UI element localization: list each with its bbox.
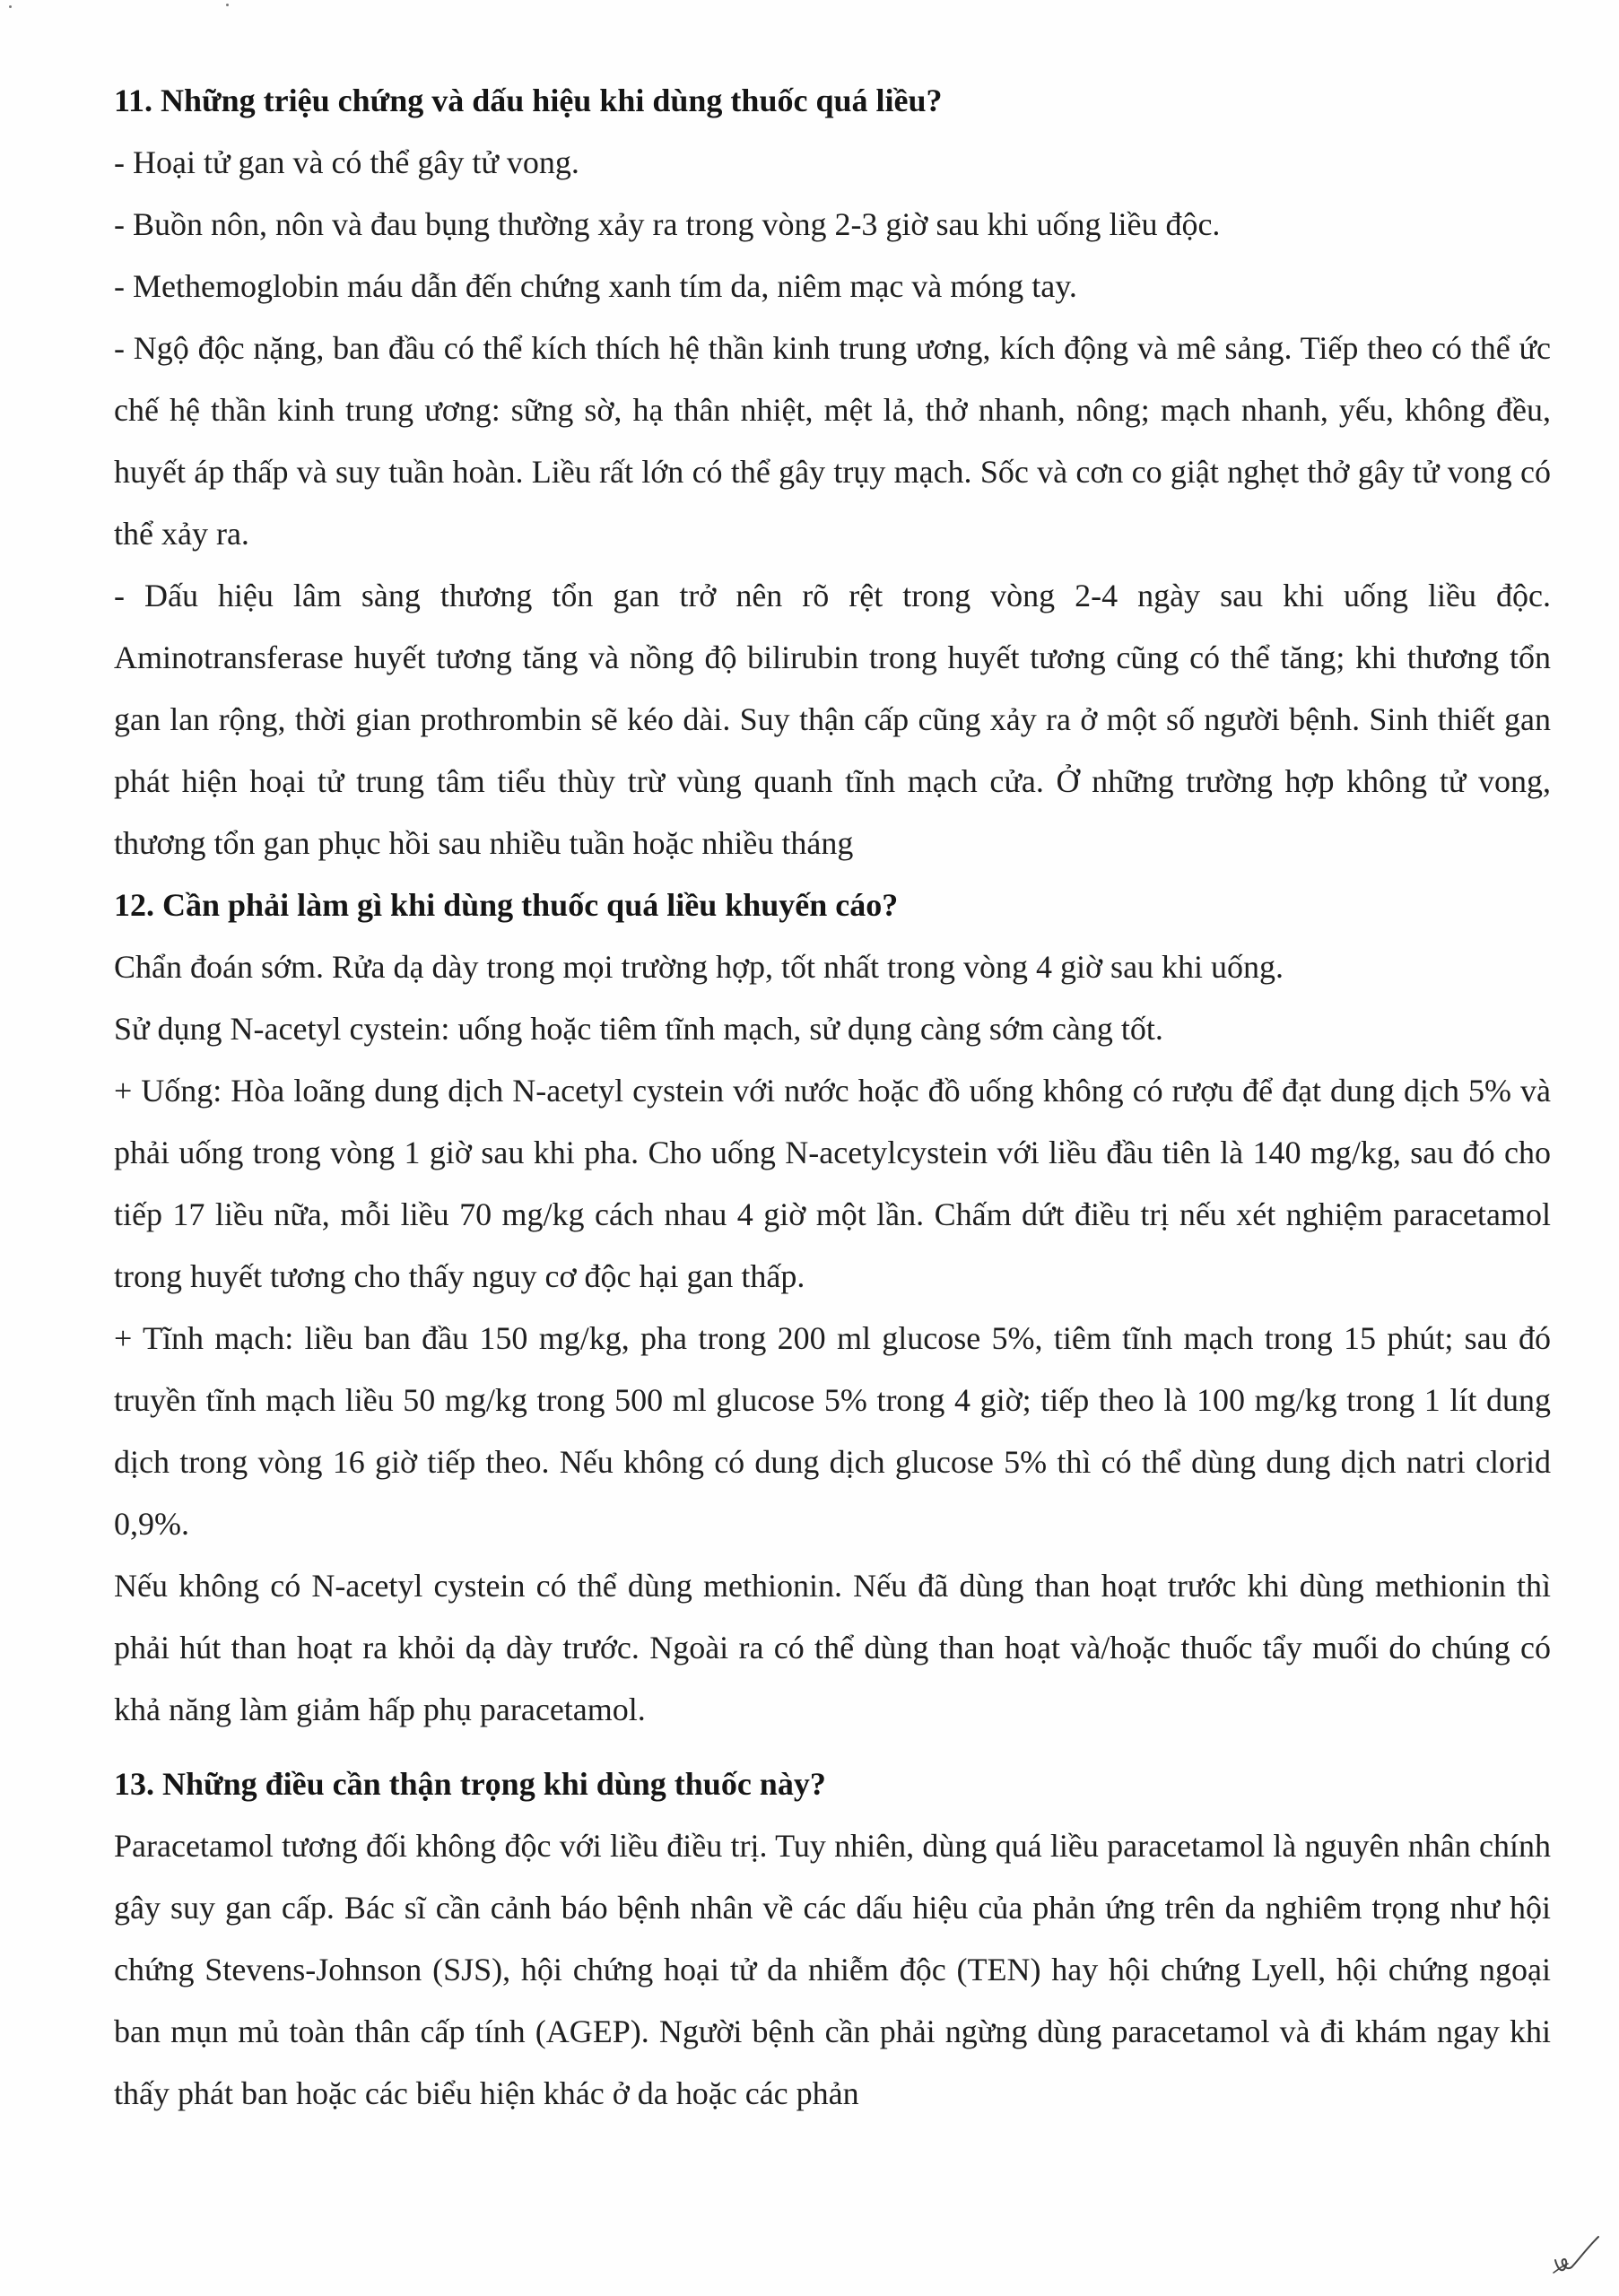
section-12-iv-item: + Tĩnh mạch: liều ban đầu 150 mg/kg, pha trong 200 ml glucose 5%, tiêm tĩnh mạch trong 15 phút; sau đó truyền tĩnh mạch liều 50 mg/kg trong 500 ml glucose 5% trong 4 giờ; tiếp theo là 100 mg/kg trong 1 lít dung dịch trong vòng 16 giờ tiếp theo. Nếu không có dung dịch glucose 5% thì có thể dùng dung dịch natri clorid 0,9%. [114, 1320, 1551, 1542]
scan-speck [226, 4, 229, 6]
section-11-item-4: - Ngộ độc nặng, ban đầu có thể kích thích hệ thần kinh trung ương, kích động và mê sảng. Tiếp theo có thể ức chế hệ thần kinh trung ương: sững sờ, hạ thân nhiệt, mệt lả, thở nhanh, nông; mạch nhanh, yếu, không đều, huyết áp thấp và suy tuần hoàn. Liều rất lớn có thể gây trụy mạch. Sốc và cơn co giật nghẹt thở gây tử vong có thể xảy ra. [114, 330, 1551, 552]
section-12-paragraph-1: Chẩn đoán sớm. Rửa dạ dày trong mọi trường hợp, tốt nhất trong vòng 4 giờ sau khi uống. [114, 949, 1284, 985]
initials-signature-mark [1550, 2233, 1604, 2278]
section-11-item-5: - Dấu hiệu lâm sàng thương tổn gan trở nên rõ rệt trong vòng 2-4 ngày sau khi uống liều độc. Aminotransferase huyết tương tăng và nồng độ bilirubin trong huyết tương cũng có thể tăng; khi thương tổn gan lan rộng, thời gian prothrombin sẽ kéo dài. Suy thận cấp cũng xảy ra ở một số người bệnh. Sinh thiết gan phát hiện hoại tử trung tâm tiểu thùy trừ vùng quanh tĩnh mạch cửa. Ở những trường hợp không tử vong, thương tổn gan phục hồi sau nhiều tuần hoặc nhiều tháng [114, 578, 1551, 861]
section-12-heading: 12. Cần phải làm gì khi dùng thuốc quá liều khuyến cáo? [114, 887, 899, 923]
section-11-heading: 11. Những triệu chứng và dấu hiệu khi dùng thuốc quá liều? [114, 83, 943, 118]
scan-speck [9, 5, 12, 8]
section-12-paragraph-2: Sử dụng N-acetyl cystein: uống hoặc tiêm tĩnh mạch, sử dụng càng sớm càng tốt. [114, 1011, 1163, 1047]
section-13-heading: 13. Những điều cần thận trọng khi dùng thuốc này? [114, 1766, 826, 1802]
document-body [114, 70, 1551, 2125]
section-11-item-1: - Hoại tử gan và có thể gây tử vong. [114, 144, 579, 180]
section-11-item-3: - Methemoglobin máu dẫn đến chứng xanh tím da, niêm mạc và móng tay. [114, 268, 1077, 304]
section-12-oral-item: + Uống: Hòa loãng dung dịch N-acetyl cystein với nước hoặc đồ uống không có rượu để đạt dung dịch 5% và phải uống trong vòng 1 giờ sau khi pha. Cho uống N-acetylcystein với liều đầu tiên là 140 mg/kg, sau đó cho tiếp 17 liều nữa, mỗi liều 70 mg/kg cách nhau 4 giờ một lần. Chấm dứt điều trị nếu xét nghiệm paracetamol trong huyết tương cho thấy nguy cơ độc hại gan thấp. [114, 1073, 1551, 1294]
section-11-item-2: - Buồn nôn, nôn và đau bụng thường xảy ra trong vòng 2-3 giờ sau khi uống liều độc. [114, 206, 1221, 242]
section-13-paragraph-1: Paracetamol tương đối không độc với liều điều trị. Tuy nhiên, dùng quá liều paracetamol là nguyên nhân chính gây suy gan cấp. Bác sĩ cần cảnh báo bệnh nhân về các dấu hiệu của phản ứng trên da nghiêm trọng như hội chứng Stevens-Johnson (SJS), hội chứng hoại tử da nhiễm độc (TEN) hay hội chứng Lyell, hội chứng ngoại ban mụn mủ toàn thân cấp tính (AGEP). Người bệnh cần phải ngừng dùng paracetamol và đi khám ngay khi thấy phát ban hoặc các biểu hiện khác ở da hoặc các phản [114, 1828, 1551, 2111]
section-12-paragraph-3: Nếu không có N-acetyl cystein có thể dùng methionin. Nếu đã dùng than hoạt trước khi dùng methionin thì phải hút than hoạt ra khỏi dạ dày trước. Ngoài ra có thể dùng than hoạt và/hoặc thuốc tẩy muối do chúng có khả năng làm giảm hấp phụ paracetamol. [114, 1568, 1551, 1727]
